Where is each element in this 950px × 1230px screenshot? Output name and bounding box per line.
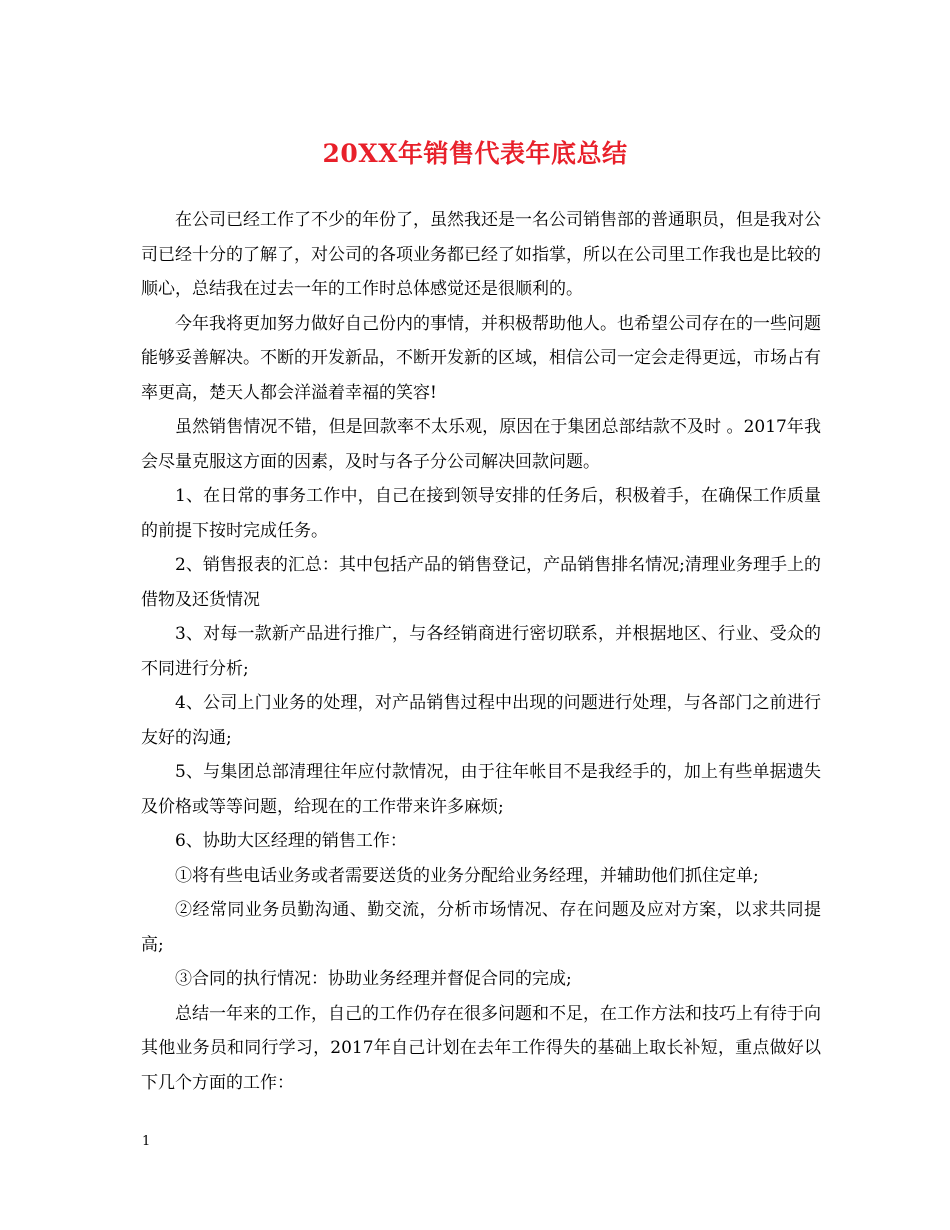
document-body bbox=[141, 203, 821, 1100]
document-title: 20XX年销售代表年底总结 bbox=[322, 139, 628, 168]
sub-list-item: ③合同的执行情况：协助业务经理并督促合同的完成; bbox=[175, 969, 572, 989]
list-item: 6、协助大区经理的销售工作： bbox=[175, 831, 407, 851]
list-item: 1、在日常的事务工作中，自己在接到领导安排的任务后，积极着手，在确保工作质量的前提下按时完成任务。 bbox=[141, 486, 821, 541]
list-item: 5、与集团总部清理往年应付款情况，由于往年帐目不是我经手的，加上有些单据遗失及价格或等等问题，给现在的工作带来许多麻烦; bbox=[141, 762, 821, 817]
paragraph: 在公司已经工作了不少的年份了，虽然我还是一名公司销售部的普通职员，但是我对公司已经十分的了解了，对公司的各项业务都已经了如指掌，所以在公司里工作我也是比较的顺心，总结我在过去一年的工作时总体感觉还是很顺利的。 bbox=[141, 210, 821, 299]
list-item: 2、销售报表的汇总：其中包括产品的销售登记，产品销售排名情况;清理业务理手上的借物及还货情况 bbox=[141, 555, 821, 610]
list-item: 4、公司上门业务的处理，对产品销售过程中出现的问题进行处理，与各部门之前进行友好的沟通; bbox=[141, 693, 821, 748]
paragraph: 虽然销售情况不错，但是回款率不太乐观，原因在于集团总部结款不及时 。2017年我会尽量克服这方面的因素，及时与各子分公司解决回款问题。 bbox=[141, 417, 821, 472]
paragraph: 总结一年来的工作，自己的工作仍存在很多问题和不足，在工作方法和技巧上有待于向其他业务员和同行学习，2017年自己计划在去年工作得失的基础上取长补短，重点做好以下几个方面的工作： bbox=[141, 1003, 821, 1093]
sub-list-item: ②经常同业务员勤沟通、勤交流，分析市场情况、存在问题及应对方案，以求共同提高; bbox=[141, 900, 821, 955]
list-item: 3、对每一款新产品进行推广，与各经销商进行密切联系，并根据地区、行业、受众的不同进行分析; bbox=[141, 624, 821, 679]
sub-list-item: ①将有些电话业务或者需要送货的业务分配给业务经理，并辅助他们抓住定单; bbox=[175, 865, 759, 886]
paragraph: 今年我将更加努力做好自己份内的事情，并积极帮助他人。也希望公司存在的一些问题能够妥善解决。不断的开发新品，不断开发新的区域，相信公司一定会走得更远，市场占有率更高，楚天人都会洋溢着幸福的笑容! bbox=[141, 313, 821, 403]
page-number: 1 bbox=[142, 1134, 151, 1149]
